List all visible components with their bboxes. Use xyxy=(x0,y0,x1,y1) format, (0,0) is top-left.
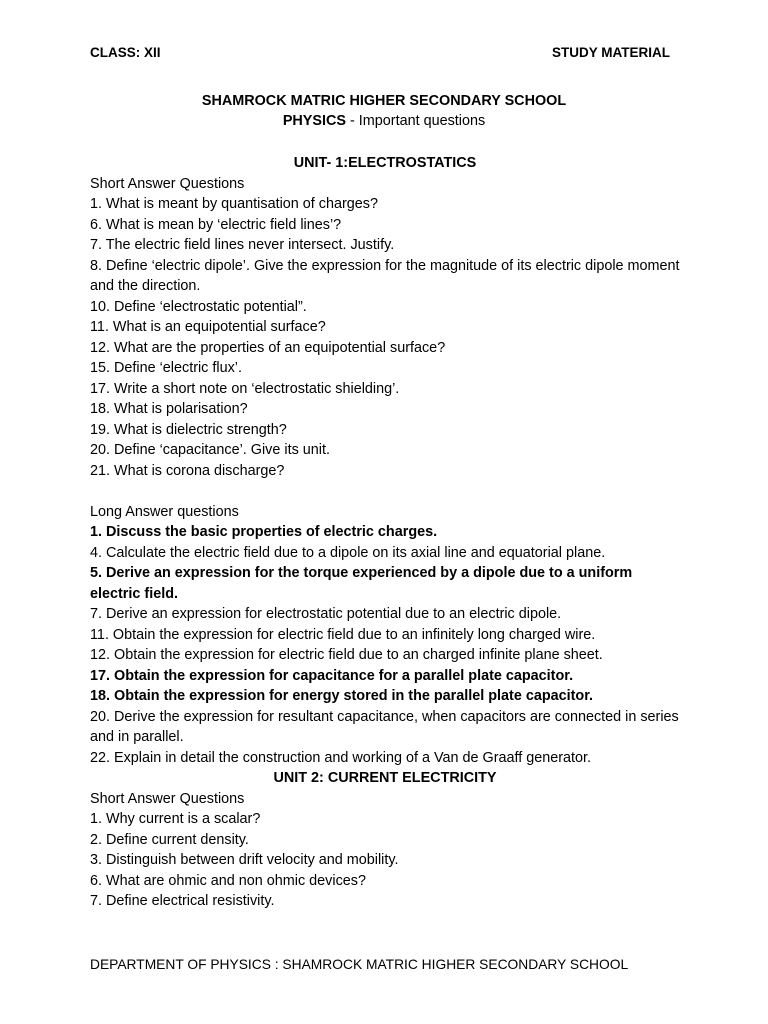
page-header xyxy=(90,45,670,60)
unit1-short-question: 7. The electric field lines never intersect. Justify. xyxy=(90,237,395,253)
subject-name: PHYSICS xyxy=(282,113,346,129)
unit1-short-question: 8. Define ‘electric dipole’. Give the expression for the magnitude of its electric dipole moment and the direction. xyxy=(90,257,680,294)
unit2-short-question: 2. Define current density. xyxy=(90,831,249,848)
unit1-short-question: 15. Define ‘electric flux’. xyxy=(90,360,242,376)
unit1-long-question: 20. Derive the expression for resultant capacitance, when capacitors are connected in series and in parallel. xyxy=(90,708,679,745)
unit1-long-question: 18. Obtain the expression for energy stored in the parallel plate capacitor. xyxy=(90,688,594,704)
unit1-short-question: 1. What is meant by quantisation of charges? xyxy=(90,196,378,212)
unit1-long-question: 22. Explain in detail the construction and working of a Van de Graaff generator. xyxy=(90,749,592,766)
unit1-short-question: 10. Define ‘electrostatic potential”. xyxy=(90,298,307,315)
unit1-short-question: 17. Write a short note on ‘electrostatic shielding’. xyxy=(90,380,400,397)
section-spacer xyxy=(90,481,680,502)
unit2-short-question: 3. Distinguish between drift velocity and mobility. xyxy=(90,852,399,868)
subject-line xyxy=(90,113,678,129)
unit1-short-question: 6. What is mean by ‘electric field lines’? xyxy=(90,216,342,233)
unit1-long-heading: Long Answer questions xyxy=(90,503,239,520)
unit1-short-heading: Short Answer Questions xyxy=(90,175,245,192)
unit1-short-question: 11. What is an equipotential surface? xyxy=(90,319,326,335)
unit1-short-question: 12. What are the properties of an equipotential surface? xyxy=(90,339,446,356)
school-title: SHAMROCK MATRIC HIGHER SECONDARY SCHOOL xyxy=(201,93,567,109)
document-page xyxy=(90,0,680,1024)
unit1-short-question: 20. Define ‘capacitance’. Give its unit. xyxy=(90,442,330,458)
unit2-short-question: 1. Why current is a scalar? xyxy=(90,811,261,827)
unit1-long-question: 17. Obtain the expression for capacitance for a parallel plate capacitor. xyxy=(90,667,574,684)
unit1-long-question: 7. Derive an expression for electrostatic potential due to an electric dipole. xyxy=(90,606,562,622)
unit1-short-question: 21. What is corona discharge? xyxy=(90,462,285,479)
unit1-long-question: 4. Calculate the electric field due to a dipole on its axial line and equatorial plane. xyxy=(90,544,606,561)
unit1-long-question: 12. Obtain the expression for electric field due to an charged infinite plane sheet. xyxy=(90,647,603,663)
class-label: CLASS: XII xyxy=(90,45,161,60)
unit1-long-question: 11. Obtain the expression for electric field due to an infinitely long charged wire. xyxy=(90,626,596,643)
unit1-long-question: 1. Discuss the basic properties of electric charges. xyxy=(90,524,438,540)
unit1-short-question: 19. What is dielectric strength? xyxy=(90,421,287,438)
questions-body xyxy=(90,153,680,912)
subject-rest: - Important questions xyxy=(346,113,486,129)
unit2-short-question: 7. Define electrical resistivity. xyxy=(90,893,275,909)
unit1-title: UNIT- 1:ELECTROSTATICS xyxy=(293,155,477,171)
page-footer: DEPARTMENT OF PHYSICS : SHAMROCK MATRIC HIGHER SECONDARY SCHOOL xyxy=(90,957,629,972)
material-label: STUDY MATERIAL xyxy=(552,45,670,60)
unit2-short-heading: Short Answer Questions xyxy=(90,790,245,807)
unit2-short-question: 6. What are ohmic and non ohmic devices? xyxy=(90,872,366,889)
unit2-title: UNIT 2: CURRENT ELECTRICITY xyxy=(273,770,497,786)
unit1-long-question: 5. Derive an expression for the torque experienced by a dipole due to a uniform electric field. xyxy=(90,565,633,602)
unit1-short-question: 18. What is polarisation? xyxy=(90,401,248,417)
